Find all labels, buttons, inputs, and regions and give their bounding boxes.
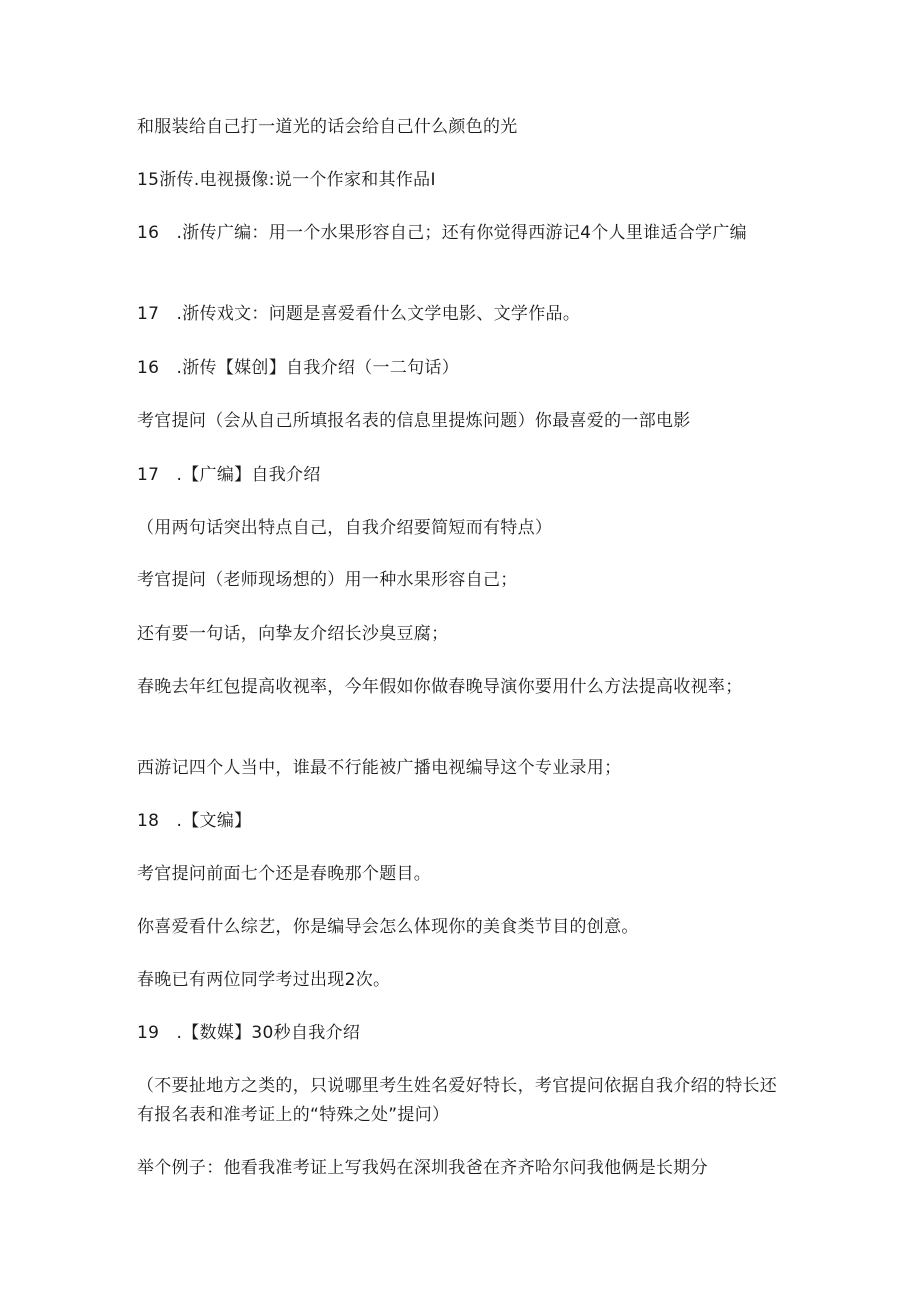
paragraph-tofu-question: 还有要一句话，向挚友介绍长沙臭豆腐；: [137, 624, 449, 644]
paragraph-journey-west-question: 西游记四个人当中，谁最不行能被广播电视编导这个专业录用；: [137, 758, 622, 778]
paragraph-16-media-creation: 16 .浙传【媒创】自我介绍（一二句话）: [137, 358, 460, 378]
paragraph-intro-guidance: （不要扯地方之类的，只说哪里考生姓名爱好特长，考官提问依据自我介绍的特长还有报名表和准考证上的“特殊之处”提问）: [137, 1076, 778, 1125]
paragraph-examiner-question-film: 考官提问（会从自己所填报名表的信息里提炼问题）你最喜爱的一部电影: [137, 411, 691, 431]
paragraph-15-zjcm-camera: 15浙传.电视摄像:说一个作家和其作品I: [137, 170, 436, 190]
paragraph-18-literary-editing: 18 .【文编】: [137, 811, 252, 831]
paragraph-intro: 和服装给自己打一道光的话会给自己什么颜色的光: [137, 117, 518, 137]
paragraph-examiner-repeat: 考官提问前面七个还是春晚那个题目。: [137, 864, 432, 884]
paragraph-19-digital-media: 19 .【数媒】30秒自我介绍: [137, 1023, 361, 1043]
paragraph-variety-show: 你喜爱看什么综艺，你是编导会怎么体现你的美食类节目的创意。: [137, 917, 639, 937]
paragraph-fruit-question: 考官提问（老师现场想的）用一种水果形容自己；: [137, 570, 518, 590]
paragraph-16-zjcm-broadcast: 16 .浙传广编：用一个水果形容自己；还有你觉得西游记4个人里谁适合学广编: [137, 223, 747, 243]
paragraph-example: 举个例子：他看我准考证上写我妈在深圳我爸在齐齐哈尔问我他俩是长期分: [137, 1158, 708, 1178]
paragraph-17-broadcast-intro: 17 .【广编】自我介绍: [137, 465, 321, 485]
paragraph-intro-tip: （用两句话突出特点自己，自我介绍要简短而有特点）: [137, 518, 553, 538]
paragraph-17-zjcm-drama: 17 .浙传戏文：问题是喜爱看什么文学电影、文学作品。: [137, 304, 581, 324]
paragraph-spring-gala-count: 春晚已有两位同学考过出现2次。: [137, 970, 391, 990]
paragraph-spring-gala-question: 春晚去年红包提高收视率，今年假如你做春晚导演你要用什么方法提高收视率；: [137, 677, 743, 697]
